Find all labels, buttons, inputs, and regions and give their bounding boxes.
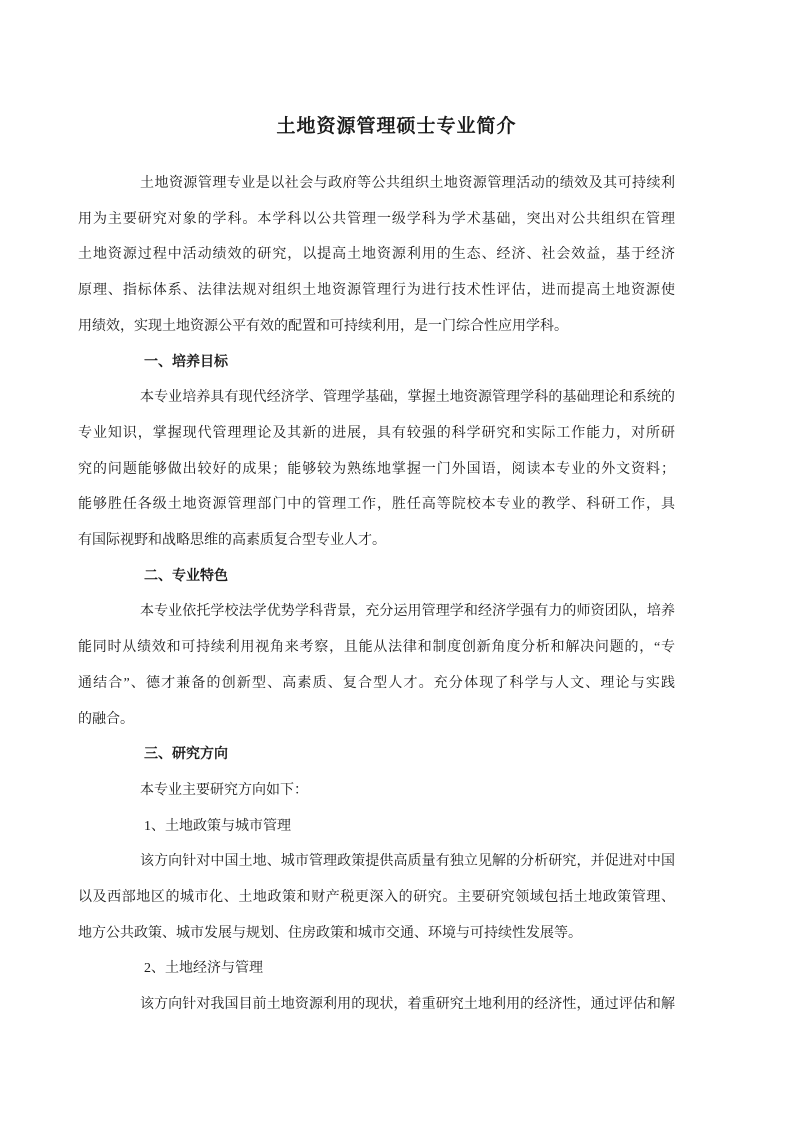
- document-body: [78, 166, 675, 1023]
- text-line: 用为主要研究对象的学科。本学科以公共管理一级学科为学术基础，突出对公共组织在管理: [78, 211, 675, 227]
- paragraph: [78, 166, 675, 345]
- text-line: 二、专业特色: [144, 568, 228, 584]
- paragraph: [78, 987, 675, 1023]
- text-line: 究的问题能够做出较好的成果；能够较为熟练地掌握一门外国语，阅读本专业的外文资料；: [78, 461, 675, 477]
- text-line: 的融合。: [78, 711, 134, 727]
- paragraph: [78, 844, 675, 951]
- text-line: 2、土地经济与管理: [144, 961, 263, 977]
- document-title: 土地资源管理硕士专业简介: [276, 115, 517, 137]
- paragraph: [78, 594, 675, 737]
- section-heading: [78, 559, 675, 595]
- text-line: 能够胜任各级土地资源管理部门中的管理工作，胜任高等院校本专业的教学、科研工作，具: [78, 497, 675, 513]
- text-line: 地方公共政策、城市发展与规划、住房政策和城市交通、环境与可持续性发展等。: [78, 925, 582, 941]
- research-direction-item: [78, 809, 675, 845]
- text-line: 三、研究方向: [144, 747, 228, 763]
- text-line: 一、培养目标: [144, 354, 228, 370]
- paragraph: [78, 773, 675, 809]
- text-line: 1、土地政策与城市管理: [144, 818, 291, 834]
- paragraph: [78, 380, 675, 559]
- text-line: 通结合”、德才兼备的创新型、高素质、复合型人才。充分体现了科学与人文、理论与实践: [78, 675, 675, 691]
- text-line: 本专业依托学校法学优势学科背景，充分运用管理学和经济学强有力的师资团队，培养: [140, 604, 675, 620]
- text-line: 该方向针对中国土地、城市管理政策提供高质量有独立见解的分析研究，并促进对中国: [140, 854, 675, 870]
- research-direction-item: [78, 951, 675, 987]
- text-line: 能同时从绩效和可持续利用视角来考察，且能从法律和制度创新角度分析和解决问题的，“专: [78, 640, 675, 656]
- text-line: 本专业主要研究方向如下：: [140, 782, 308, 798]
- text-line: 本专业培养具有现代经济学、管理学基础，掌握土地资源管理学科的基础理论和系统的: [140, 390, 675, 406]
- text-line: 有国际视野和战略思维的高素质复合型专业人才。: [78, 533, 386, 549]
- section-heading: [78, 737, 675, 773]
- text-line: 用绩效，实现土地资源公平有效的配置和可持续利用，是一门综合性应用学科。: [78, 318, 568, 334]
- section-heading: [78, 345, 675, 381]
- text-line: 土地资源管理专业是以社会与政府等公共组织土地资源管理活动的绩效及其可持续利: [140, 176, 675, 191]
- text-line: 该方向针对我国目前土地资源利用的现状，着重研究土地利用的经济性，通过评估和解: [140, 997, 675, 1013]
- text-line: 专业知识，掌握现代管理理论及其新的进展，具有较强的科学研究和实际工作能力，对所研: [78, 425, 675, 441]
- text-line: 以及西部地区的城市化、土地政策和财产税更深入的研究。主要研究领域包括土地政策管理、: [78, 890, 675, 906]
- text-line: 原理、指标体系、法律法规对组织土地资源管理行为进行技术性评估，进而提高土地资源使: [78, 283, 675, 299]
- text-line: 土地资源过程中活动绩效的研究，以提高土地资源利用的生态、经济、社会效益，基于经济: [78, 247, 675, 263]
